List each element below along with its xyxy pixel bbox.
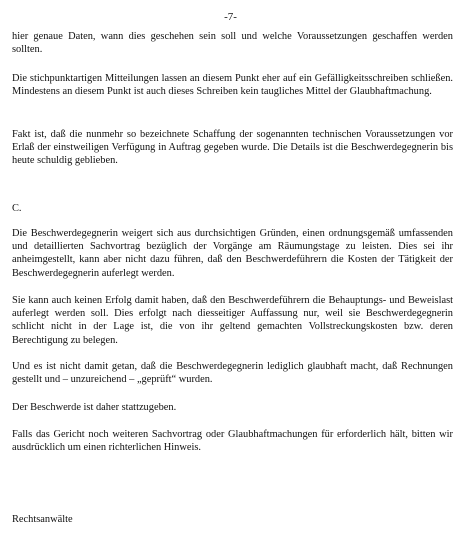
paragraph-technical-requirements: Fakt ist, daß die nunmehr so bezeichnete Schaffung der sogenannten technischen Voraussetzungen vor Erlaß der einstweiligen Verfügung in Auftrag gegeben wurde. Die Details ist die Beschwerdegegnerin bis heute schuldig geblieben.: [12, 129, 453, 167]
paragraph-conclusion: Der Beschwerde ist daher stattzugeben.: [12, 402, 177, 413]
page-number: -7-: [224, 11, 237, 23]
paragraph-data-requirements: hier genaue Daten, wann dies geschehen sein soll und welche Voraussetzungen geschaffen werden sollten.: [12, 31, 453, 56]
paragraph-invoices: Und es ist nicht damit getan, daß die Beschwerdegegnerin lediglich glaubhaft macht, daß Rechnungen gestellt und – unzureichend – „geprüft“ wurden.: [12, 361, 453, 386]
paragraph-court-notice: Falls das Gericht noch weiteren Sachvortrag oder Glaubhaftmachungen für erforderlich hält, bitten wir ausdrücklich um einen richterlichen Hinweis.: [12, 429, 453, 454]
section-heading-c: C.: [12, 203, 22, 214]
paragraph-refusal-statement: Die Beschwerdegegnerin weigert sich aus durchsichtigen Gründen, einen ordnungsgemäß umfassenden und detaillierten Sachvortrag bezüglich der Vorgänge am Räumungstage zu leisten. Dies sei ihr anheimgestellt, kann aber nicht dazu führen, daß den Beschwerdeführern die Kosten der Tätigkeit der Beschwerdegegnerin auferlegt werden.: [12, 228, 453, 279]
signature-line: Rechtsanwälte: [12, 514, 73, 525]
paragraph-burden-of-proof: Sie kann auch keinen Erfolg damit haben, daß den Beschwerdeführern die Behauptungs- und Beweislast auferlegt werden soll. Dies erfolgt nach diesseitiger Auffassung nur, weil sie Beschwerdegegnerin schlicht nicht in der Lage ist, die von ihr geltend gemachten Vollstreckungskosten bzw. deren Berechtigung zu belegen.: [12, 295, 453, 346]
paragraph-courtesy-letter: Die stichpunktartigen Mitteilungen lassen an diesem Punkt eher auf ein Gefälligkeitsschreiben schließen. Mindestens an diesem Punkt ist auch dieses Schreiben kein taugliches Mittel der Glaubhaftmachung.: [12, 73, 453, 98]
